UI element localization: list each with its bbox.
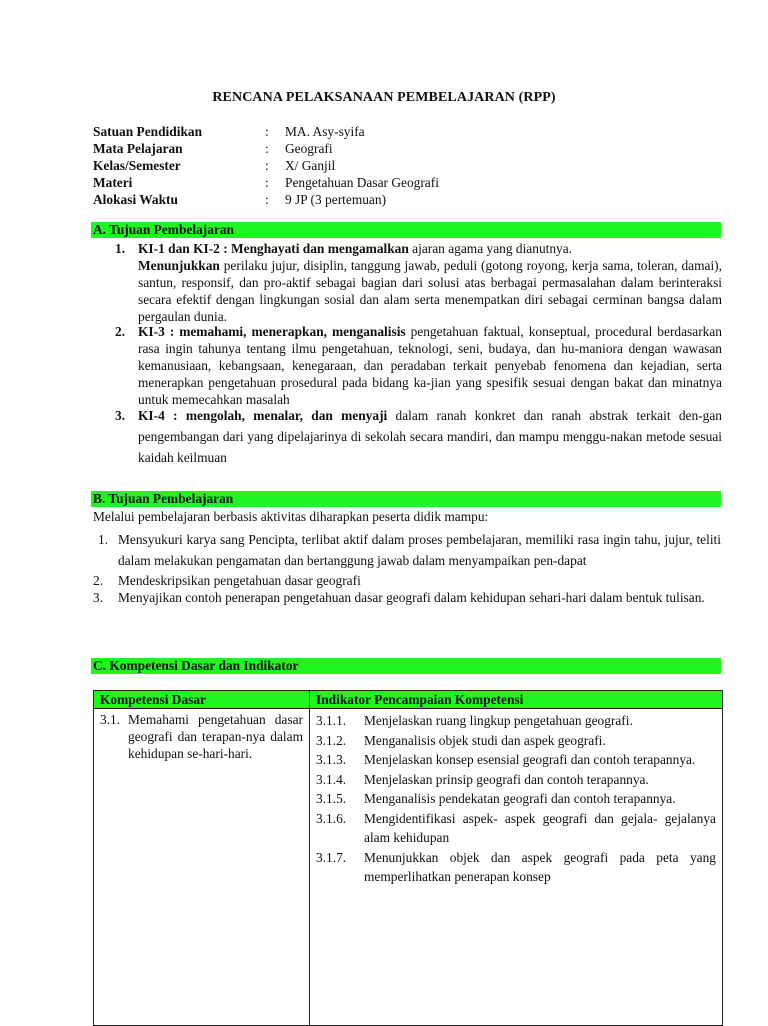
- document-title: RENCANA PELAKSANAAN PEMBELAJARAN (RPP): [212, 90, 556, 105]
- indicator-code: 3.1.2.: [316, 732, 347, 748]
- section-c-heading: [91, 658, 721, 674]
- kd-cell: [94, 709, 310, 1026]
- info-row: [93, 140, 439, 157]
- ki-number: 3.: [115, 408, 126, 423]
- indicator-text: Menganalisis pendekatan geografi dan contoh terapannya.: [364, 791, 676, 806]
- info-label: Alokasi Waktu: [93, 192, 178, 207]
- info-value: 9 JP (3 pertemuan): [285, 192, 387, 207]
- objective-text: Mendeskripsikan pengetahuan dasar geografi: [118, 573, 361, 588]
- objective-number: 3.: [93, 590, 104, 605]
- indicator-item: [316, 750, 716, 770]
- objective-text: Menyajikan contoh penerapan pengetahuan dasar geografi dalam kehidupan sehari-hari dalam bentuk tulisan.: [118, 590, 705, 605]
- info-value: Geografi: [285, 141, 333, 156]
- section-a-heading-text: A. Tujuan Pembelajaran: [93, 222, 234, 237]
- section-b-heading-text: B. Tujuan Pembelajaran: [93, 491, 234, 506]
- indicator-header: Indikator Pencampaian Kompetensi: [310, 691, 723, 709]
- info-label: Satuan Pendidikan: [93, 124, 203, 139]
- info-value: MA. Asy-syifa: [285, 124, 365, 139]
- objective-text: Mensyukuri karya sang Pencipta, terlibat aktif dalam proses pembelajaran, memiliki rasa ingin tahu, jujur, teliti dalam melakukan pengamatan dan bertanggung jawab dalam menyampaikan pen-dapat: [118, 532, 721, 568]
- info-label: Kelas/Semester: [93, 158, 181, 173]
- indicator-text: Menjelaskan ruang lingkup pengetahuan geografi.: [364, 713, 633, 728]
- ki-bold: KI-4 : mengolah, menalar, dan menyaji: [138, 408, 388, 423]
- ki-text-2: perilaku jujur, disiplin, tanggung jawab, peduli (gotong royong, kerja sama, toleran, damai), santun, responsif, dan pro-aktif sebagai bagian dari solusi atas berbagai permasalahan dalam berinteraksi secara efektif dengan lingkungan sosial dan alam serta menempatkan diri sebagai cerminan bangsa dalam pergaulan dunia.: [138, 258, 722, 324]
- indicator-code: 3.1.3.: [316, 752, 347, 767]
- indicator-item: [316, 731, 716, 751]
- ki-number: 2.: [115, 324, 126, 339]
- objective-number: 2.: [93, 573, 104, 588]
- info-label: Mata Pelajaran: [93, 141, 183, 156]
- info-value: Pengetahuan Dasar Geografi: [285, 175, 439, 190]
- objective-item: [93, 589, 721, 606]
- ki-bold-2: Menunjukkan: [138, 258, 220, 273]
- ki-text: pengetahuan faktual, konseptual, procedural berdasarkan rasa ingin tahunya tentang ilmu pengetahuan, teknologi, seni, budaya, dan hu-maniora dengan wawasan kemanusiaan, kebangsaan, kenegaraan, dan peradaban terkait penyebab fenomena dan kejadian, serta menerapkan pengetahuan prosedural pada bidang ka-jian yang spesifik sesuai dengan bakat dan minatnya untuk memecahkan masalah: [138, 324, 722, 407]
- ki-text: ajaran agama yang dianutnya.: [408, 241, 573, 256]
- ki-text: dalam ranah konkret dan ranah abstrak terkait den-gan pengembangan dari yang dipelajarinya di sekolah secara mandiri, dan mampu menggu-nakan metode sesuai kaidah keilmuan: [138, 408, 722, 465]
- indicator-code: 3.1.5.: [316, 791, 347, 806]
- indicator-item: [316, 770, 716, 790]
- ki-item-1: [115, 240, 722, 325]
- ki-body: [138, 240, 722, 325]
- ki-body: [138, 405, 722, 468]
- info-colon: :: [265, 124, 269, 139]
- objective-number: 1.: [98, 532, 109, 547]
- ki-bold: KI-1 dan KI-2 : Menghayati dan mengamalkan: [138, 241, 409, 256]
- info-value: X/ Ganjil: [285, 158, 336, 173]
- ki-number: 1.: [115, 241, 126, 256]
- identity-block: [93, 123, 439, 208]
- info-colon: :: [265, 175, 269, 190]
- indicator-code: 3.1.6.: [316, 810, 347, 826]
- ki-item-3: [115, 405, 722, 468]
- info-colon: :: [265, 192, 269, 207]
- ki-item-2: [115, 323, 722, 408]
- kd-entry: [100, 711, 303, 762]
- indicator-text: Menjelaskan prinsip geografi dan contoh terapannya.: [364, 771, 649, 787]
- table-row: [94, 709, 723, 1026]
- objective-list: [93, 529, 721, 606]
- kd-code: 3.1.: [100, 712, 121, 727]
- objective-item: [93, 572, 721, 589]
- section-b-intro: Melalui pembelajaran berbasis aktivitas diharapkan peserta didik mampu:: [93, 509, 489, 524]
- indicator-item: [316, 789, 716, 809]
- indicator-text: Menunjukkan objek dan aspek geografi pada peta yang memperlihatkan penerapan konsep: [364, 849, 716, 884]
- ki-bold: KI-3 : memahami, menerapkan, menganalisis: [138, 324, 406, 339]
- section-b-heading: [91, 491, 721, 507]
- info-row: [93, 191, 439, 208]
- kd-table-header-row: [94, 691, 723, 709]
- indicator-cell: [310, 709, 723, 1026]
- indicator-item: [316, 809, 716, 848]
- info-row: [93, 157, 439, 174]
- info-colon: :: [265, 141, 269, 156]
- objective-item: [93, 529, 721, 571]
- indicator-code: 3.1.7.: [316, 849, 347, 865]
- indicator-code: 3.1.4.: [316, 771, 347, 787]
- indicator-code: 3.1.1.: [316, 713, 347, 728]
- info-colon: :: [265, 158, 269, 173]
- kd-header: Kompetensi Dasar: [94, 691, 310, 709]
- ki-body: [138, 323, 722, 408]
- info-row: [93, 123, 439, 140]
- info-row: [93, 174, 439, 191]
- kd-text: Memahami pengetahuan dasar geografi dan terapan-nya dalam kehidupan se-hari-hari.: [128, 712, 303, 761]
- kd-table: [93, 690, 723, 1026]
- indicator-item: [316, 848, 716, 887]
- indicator-text: Menjelaskan konsep esensial geografi dan contoh terapannya.: [364, 752, 696, 767]
- section-a-heading: [91, 222, 721, 238]
- indicator-text: Mengidentifikasi aspek- aspek geografi dan gejala- gejalanya alam kehidupan: [364, 810, 716, 845]
- info-label: Materi: [93, 175, 133, 190]
- section-c-heading-text: C. Kompetensi Dasar dan Indikator: [93, 658, 299, 673]
- indicator-text: Menganalisis objek studi dan aspek geografi.: [364, 732, 606, 748]
- indicator-item: [316, 711, 716, 731]
